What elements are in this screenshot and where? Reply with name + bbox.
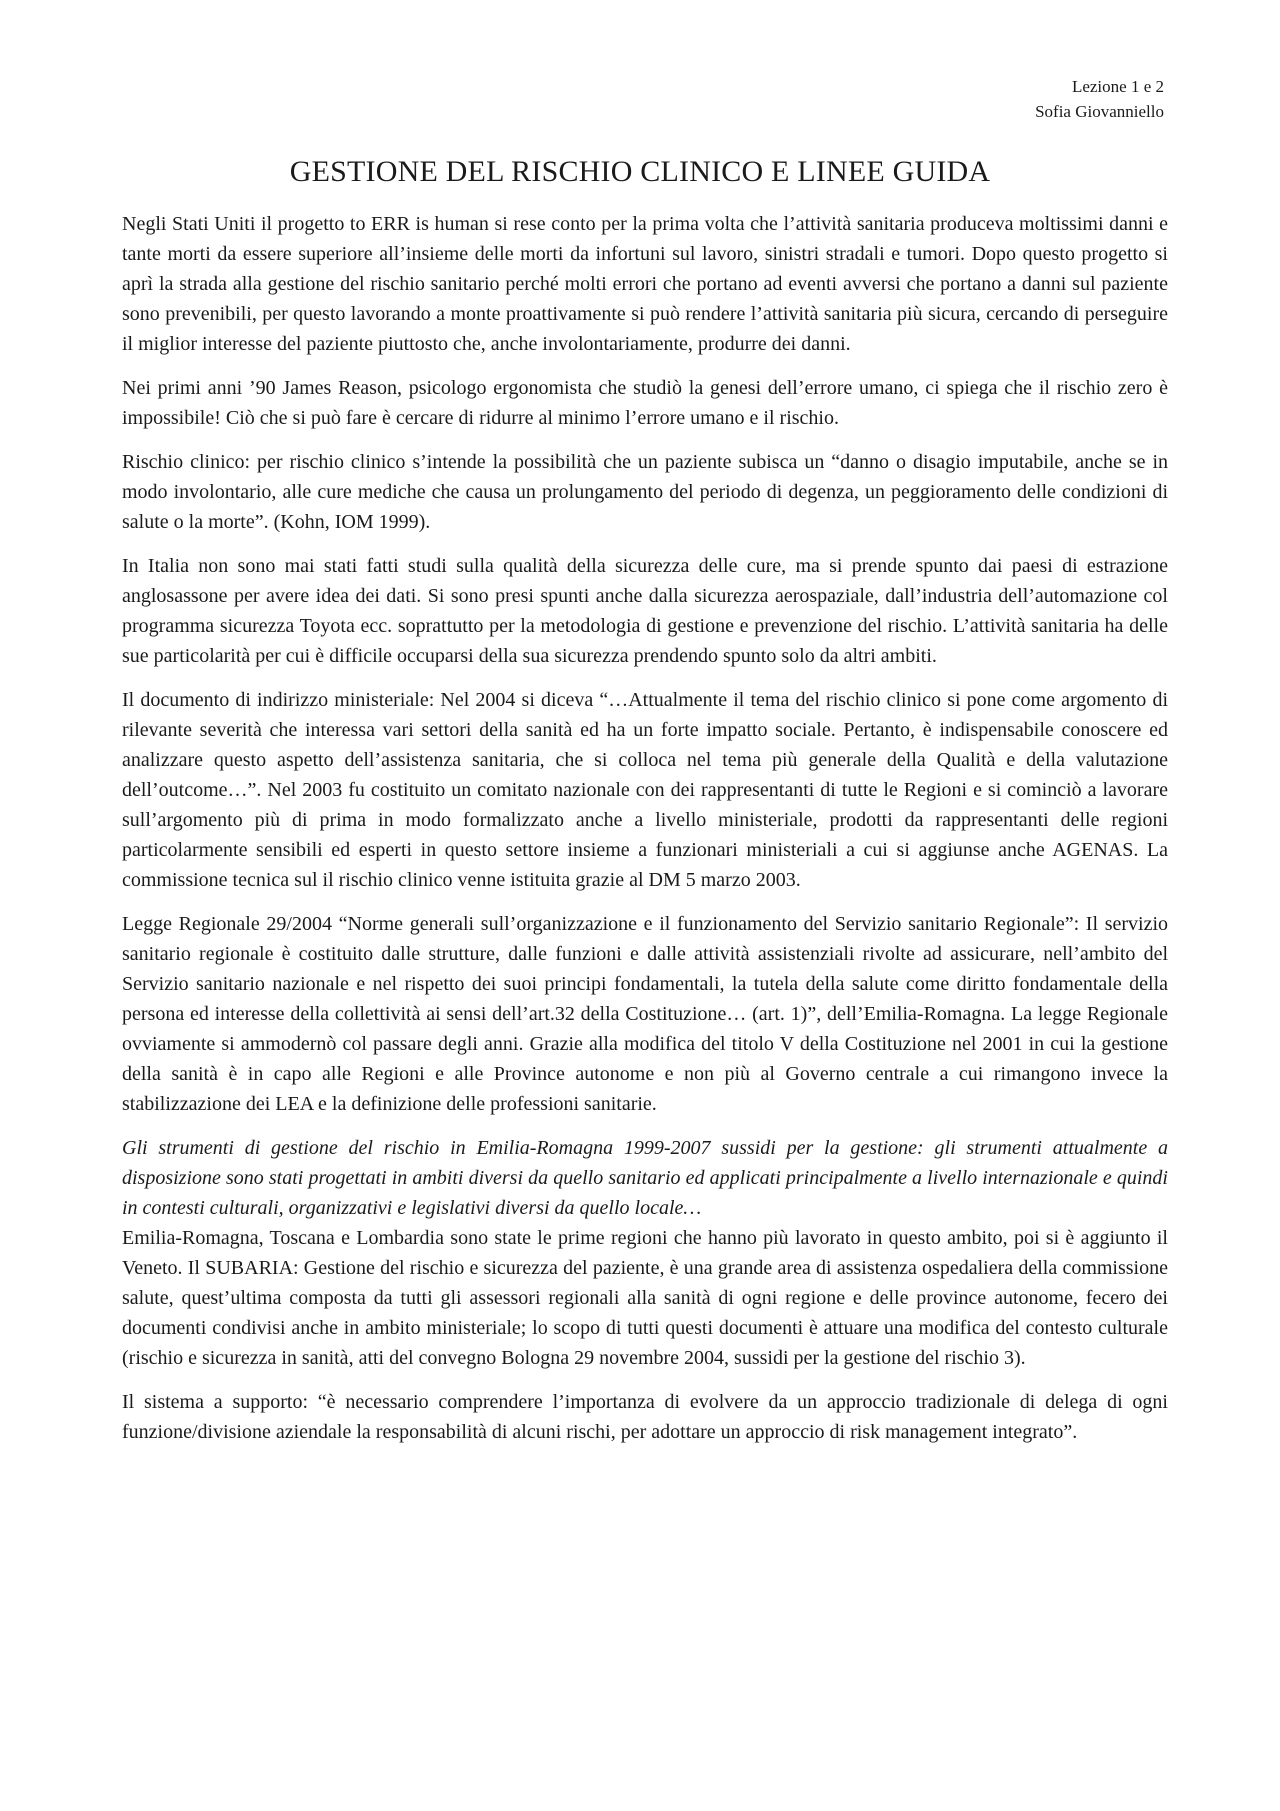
document-body [122,209,1168,1461]
document-title: GESTIONE DEL RISCHIO CLINICO E LINEE GUIDA [289,155,991,188]
paragraph-regioni: Emilia-Romagna, Toscana e Lombardia sono state le prime regioni che hanno più lavorato in questo ambito, poi si è aggiunto il Veneto. Il SUBARIA: Gestione del rischio e sicurezza del paziente, è una grande area di assistenza ospedaliera della commissione salute, quest’ultima composta da tutti gli assessori regionali alla sanità di ogni regione e delle province autonome, fecero dei documenti condivisi anche in ambito ministeriale; lo scopo di tutti questi documenti è attuare una modifica del contesto culturale (rischio e sicurezza in sanità, atti del convegno Bologna 29 novembre 2004, sussidi per la gestione del rischio 3). [122,1227,1168,1369]
paragraph-james-reason: Nei primi anni ’90 James Reason, psicologo ergonomista che studiò la genesi dell’errore umano, ci spiega che il rischio zero è impossibile! Ciò che si può fare è cercare di ridurre al minimo l’errore umano e il rischio. [122,377,1168,429]
header-author: Sofia Giovanniello [1035,102,1164,121]
paragraph-rischio-clinico: Rischio clinico: per rischio clinico s’intende la possibilità che un paziente subisca un “danno o disagio imputabile, anche se in modo involontario, alle cure mediche che causa un prolungamento del periodo di degenza, un peggioramento delle condizioni di salute o la morte”. (Kohn, IOM 1999). [122,451,1168,533]
paragraph-documento-ministeriale: Il documento di indirizzo ministeriale: Nel 2004 si diceva “…Attualmente il tema del rischio clinico si pone come argomento di rilevante severità che interessa vari settori della sanità ed ha un forte impatto sociale. Pertanto, è indispensabile conoscere ed analizzare questo aspetto dell’assistenza sanitaria, che si colloca nel tema più generale della Qualità e della valutazione dell’outcome…”. Nel 2003 fu costituito un comitato nazionale con dei rappresentanti di tutte le Regioni e si cominciò a lavorare sull’argomento più di prima in modo formalizzato anche a livello ministeriale, prodotti da rappresentanti delle regioni particolarmente sensibili ed esperti in questo settore insieme a funzionari ministeriali a cui si aggiunse anche AGENAS. La commissione tecnica sul il rischio clinico venne istituita grazie al DM 5 marzo 2003. [122,689,1168,891]
header-lesson: Lezione 1 e 2 [1071,77,1164,96]
page-header [1035,74,1164,124]
paragraph-sistema-supporto: Il sistema a supporto: “è necessario comprendere l’importanza di evolvere da un approccio tradizionale di delega di ogni funzione/divisione aziendale la responsabilità di alcuni rischi, per adottare un approccio di risk management integrato”. [122,1391,1168,1443]
paragraph-strumenti-italic: Gli strumenti di gestione del rischio in Emilia-Romagna 1999-2007 sussidi per la gestione: gli strumenti attualmente a disposizione sono stati progettati in ambiti diversi da quello sanitario ed applicati principalmente a livello internazionale e quindi in contesti culturali, organizzativi e legislativi diversi da quello locale… [122,1137,1168,1219]
paragraph-italia: In Italia non sono mai stati fatti studi sulla qualità della sicurezza delle cure, ma si prende spunto dai paesi di estrazione anglosassone per avere idea dei dati. Si sono presi spunti anche dalla sicurezza aerospaziale, dall’industria dell’automazione col programma sicurezza Toyota ecc. soprattutto per la metodologia di gestione e prevenzione del rischio. L’attività sanitaria ha delle sue particolarità per cui è difficile occuparsi della sua sicurezza prendendo spunto solo da altri ambiti. [122,555,1168,667]
paragraph-err-is-human: Negli Stati Uniti il progetto to ERR is human si rese conto per la prima volta che l’attività sanitaria produceva moltissimi danni e tante morti da essere superiore all’insieme delle morti da infortuni sul lavoro, sinistri stradali e tumori. Dopo questo progetto si aprì la strada alla gestione del rischio sanitario perché molti errori che portano ad eventi avversi che portano a danni sul paziente sono prevenibili, per questo lavorando a monte proattivamente si può rendere l’attività sanitaria più sicura, cercando di perseguire il miglior interesse del paziente piuttosto che, anche involontariamente, produrre dei danni. [122,213,1168,355]
paragraph-legge-regionale: Legge Regionale 29/2004 “Norme generali sull’organizzazione e il funzionamento del Servizio sanitario Regionale”: Il servizio sanitario regionale è costituito dalle strutture, dalle funzioni e dalle attività assistenziali rivolte ad assicurare, nell’ambito del Servizio sanitario nazionale e nel rispetto dei suoi principi fondamentali, la tutela della salute come diritto fondamentale della persona ed interesse della collettività ai sensi dell’art.32 della Costituzione… (art. 1)”, dell’Emilia-Romagna. La legge Regionale ovviamente si ammodernò col passare degli anni. Grazie alla modifica del titolo V della Costituzione nel 2001 in cui la gestione della sanità è in capo alle Regioni e alle Province autonome e non più al Governo centrale a cui rimangono invece la stabilizzazione dei LEA e la definizione delle professioni sanitarie. [122,913,1168,1115]
